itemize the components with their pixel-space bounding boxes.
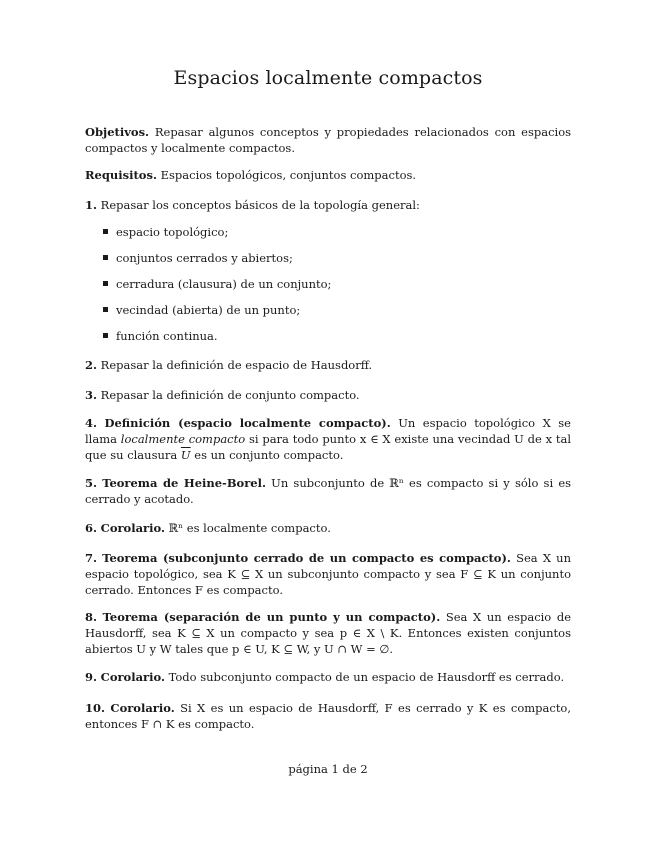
item-1-number: 1. bbox=[85, 198, 98, 212]
bullet-text: función continua. bbox=[116, 329, 218, 343]
item-5-text: Un subconjunto de ℝⁿ es compacto si y sólo si es cerrado y acotado. bbox=[85, 476, 572, 506]
item-4-text-3: es un conjunto compacto. bbox=[194, 448, 344, 462]
item-2-number: 2. bbox=[85, 358, 98, 372]
item-9-text: Todo subconjunto compacto de un espacio de Hausdorff es cerrado. bbox=[168, 670, 565, 684]
item-2 bbox=[85, 357, 571, 373]
requisitos-label: Requisitos. bbox=[85, 168, 157, 182]
page-title: Espacios localmente compactos bbox=[173, 67, 483, 89]
bullet-item bbox=[103, 276, 331, 292]
item-2-text: Repasar la definición de espacio de Hausdorff. bbox=[100, 358, 373, 372]
bullet-item bbox=[103, 302, 300, 318]
item-8-number: 8. bbox=[85, 610, 98, 624]
item-10-number: 10. bbox=[85, 701, 106, 715]
item-5 bbox=[85, 475, 571, 507]
bullet-item bbox=[103, 224, 228, 240]
requisitos-text: Espacios topológicos, conjuntos compactos. bbox=[160, 168, 417, 182]
page-number-footer: página 1 de 2 bbox=[288, 762, 368, 776]
item-7-label: Teorema (subconjunto cerrado de un compacto es compacto). bbox=[102, 551, 511, 565]
objetivos-paragraph bbox=[85, 124, 571, 156]
bullet-item bbox=[103, 328, 218, 344]
item-6-label: Corolario. bbox=[100, 521, 165, 535]
item-7 bbox=[85, 550, 571, 598]
bullet-square-icon bbox=[103, 307, 108, 312]
item-9-number: 9. bbox=[85, 670, 98, 684]
item-4-closure-symbol: $\overline{U}$ bbox=[180, 448, 191, 462]
bullet-text: cerradura (clausura) de un conjunto; bbox=[116, 277, 332, 291]
bullet-text: espacio topológico; bbox=[116, 225, 229, 239]
item-3-number: 3. bbox=[85, 388, 98, 402]
item-10 bbox=[85, 700, 571, 732]
objetivos-text: Repasar algunos conceptos y propiedades relacionados con espacios compactos y localmente compactos. bbox=[85, 125, 572, 155]
bullet-item bbox=[103, 250, 293, 266]
item-4-text-1: Un espacio topológico X se llama bbox=[85, 416, 571, 446]
item-4-label: Definición (espacio localmente compacto). bbox=[104, 416, 391, 430]
item-6 bbox=[85, 520, 571, 536]
item-3 bbox=[85, 387, 571, 403]
item-10-label: Corolario. bbox=[110, 701, 175, 715]
item-8-label: Teorema (separación de un punto y un compacto). bbox=[102, 610, 441, 624]
item-10-text: Si X es un espacio de Hausdorff, F es cerrado y K es compacto, entonces F ∩ K es compacto. bbox=[85, 701, 572, 731]
objetivos-label: Objetivos. bbox=[85, 125, 150, 139]
item-6-text: ℝⁿ es localmente compacto. bbox=[168, 521, 331, 535]
item-3-text: Repasar la definición de conjunto compacto. bbox=[100, 388, 360, 402]
item-6-number: 6. bbox=[85, 521, 98, 535]
item-4-italic-term: localmente compacto bbox=[120, 432, 246, 446]
item-1-text: Repasar los conceptos básicos de la topología general: bbox=[100, 198, 420, 212]
item-5-label: Teorema de Heine-Borel. bbox=[102, 476, 266, 490]
bullet-text: conjuntos cerrados y abiertos; bbox=[116, 251, 293, 265]
item-4-text-2: si para todo punto x ∈ X existe una vecindad U de x tal que su clausura bbox=[85, 432, 572, 462]
item-4 bbox=[85, 415, 571, 463]
requisitos-paragraph bbox=[85, 167, 571, 183]
item-9-label: Corolario. bbox=[100, 670, 165, 684]
item-8 bbox=[85, 609, 571, 657]
item-8-text: Sea X un espacio de Hausdorff, sea K ⊆ X un compacto y sea p ∈ X \ K. Entonces existen conjuntos abiertos U y W tales que p ∈ U, K ⊆ W, y U ∩ W = ∅. bbox=[85, 610, 572, 656]
bullet-square-icon bbox=[103, 255, 108, 260]
item-1 bbox=[85, 197, 571, 213]
item-7-number: 7. bbox=[85, 551, 98, 565]
bullet-square-icon bbox=[103, 229, 108, 234]
item-7-text: Sea X un espacio topológico, sea K ⊆ X un subconjunto compacto y sea F ⊆ K un conjunto cerrado. Entonces F es compacto. bbox=[85, 551, 571, 597]
bullet-square-icon bbox=[103, 281, 108, 286]
bullet-square-icon bbox=[103, 333, 108, 338]
item-9 bbox=[85, 669, 571, 685]
item-5-number: 5. bbox=[85, 476, 98, 490]
bullet-text: vecindad (abierta) de un punto; bbox=[116, 303, 301, 317]
item-4-number: 4. bbox=[85, 416, 98, 430]
